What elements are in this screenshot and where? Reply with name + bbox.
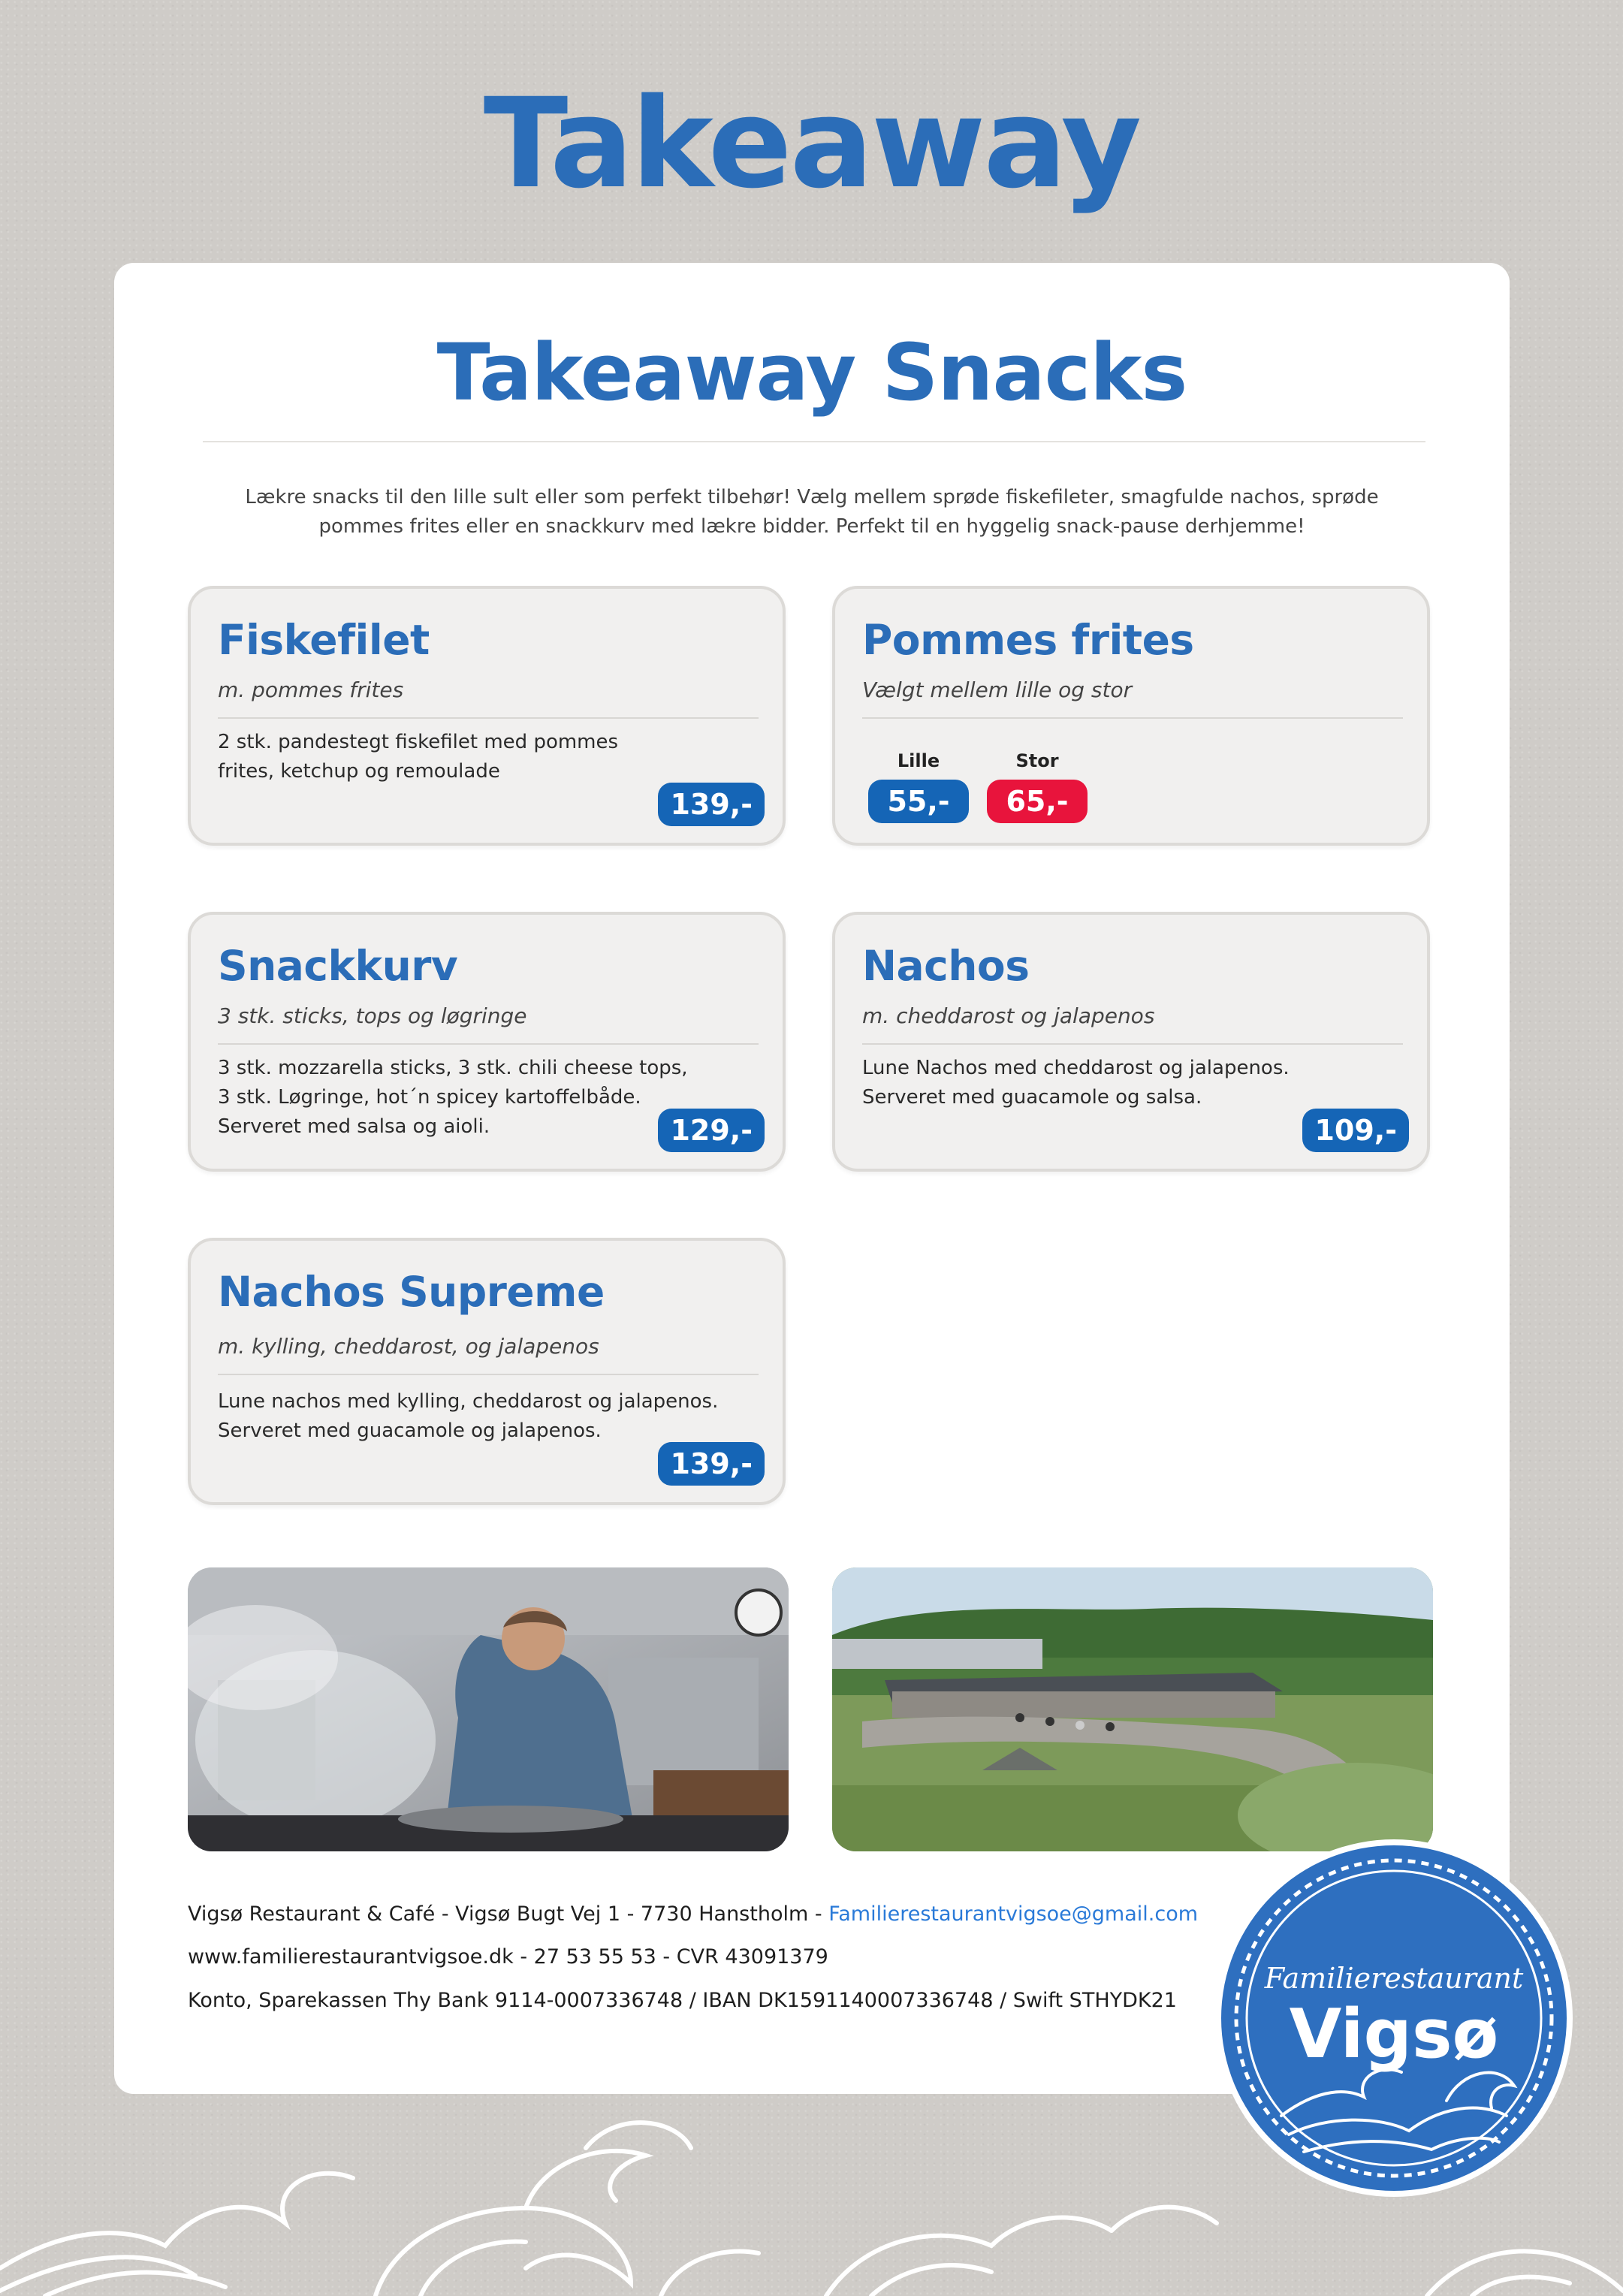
price-badge-lille: 55,- bbox=[868, 780, 969, 823]
footer-address bbox=[188, 1902, 1198, 1926]
price-badge: 129,- bbox=[658, 1109, 765, 1152]
card-title: Nachos bbox=[862, 942, 1030, 990]
price-badge: 139,- bbox=[658, 1442, 765, 1486]
description-line: Lune Nachos med cheddarost og jalapenos. bbox=[862, 1057, 1290, 1079]
card-description bbox=[862, 1054, 1382, 1112]
size-label-lille: Lille bbox=[897, 750, 940, 771]
menu-card-nachos-supreme bbox=[188, 1238, 786, 1505]
price-badge: 109,- bbox=[1302, 1109, 1409, 1152]
restaurant-photo bbox=[832, 1567, 1433, 1851]
description-line: Serveret med guacamole og salsa. bbox=[862, 1086, 1202, 1109]
card-divider bbox=[218, 717, 759, 719]
section-title: Takeaway Snacks bbox=[436, 327, 1187, 418]
logo-name: Vigsø bbox=[1289, 1995, 1499, 2074]
description-line: Lune nachos med kylling, cheddarost og jalapenos. bbox=[218, 1390, 719, 1413]
logo-top-text: Familierestaurant bbox=[1264, 1962, 1524, 1995]
card-subtitle: Vælgt mellem lille og stor bbox=[862, 677, 1133, 702]
card-subtitle: m. kylling, cheddarost, og jalapenos bbox=[218, 1334, 599, 1359]
footer-bank: Konto, Sparekassen Thy Bank 9114-0007336748 / IBAN DK1591140007336748 / Swift STHYDK21 bbox=[188, 1989, 1177, 2012]
card-description bbox=[218, 1387, 738, 1446]
card-divider bbox=[862, 1043, 1403, 1045]
page-title: Takeaway bbox=[483, 71, 1140, 216]
menu-card-fiskefilet bbox=[188, 586, 786, 846]
chef-cooking-image bbox=[188, 1567, 789, 1851]
vigso-logo bbox=[1214, 1838, 1574, 2198]
card-subtitle: 3 stk. sticks, tops og løgringe bbox=[218, 1003, 527, 1028]
card-divider bbox=[218, 1043, 759, 1045]
description-line: Serveret med guacamole og jalapenos. bbox=[218, 1420, 602, 1442]
email-link[interactable]: Familierestaurantvigsoe@gmail.com bbox=[828, 1902, 1199, 1926]
price-badge: 139,- bbox=[658, 783, 765, 826]
card-title: Fiskefilet bbox=[218, 616, 430, 664]
address-text: Vigsø Restaurant & Café - Vigsø Bugt Vej 1 - 7730 Hanstholm - bbox=[188, 1902, 829, 1926]
menu-sheet bbox=[114, 263, 1510, 2094]
title-divider bbox=[203, 441, 1425, 442]
section-intro: Lækre snacks til den lille sult eller som perfekt tilbehør! Vælg mellem sprøde fiskefileter, smagfulde nachos, sprøde pommes frites eller en snackkurv med lækre bidder. Perfekt til en hyggelig snack-pause derhjemme! bbox=[245, 486, 1379, 538]
card-title: Snackkurv bbox=[218, 942, 458, 990]
price-badge-stor: 65,- bbox=[987, 780, 1088, 823]
description-line: 3 stk. Løgringe, hot´n spicey kartoffelbåde. bbox=[218, 1086, 641, 1109]
card-title: Nachos Supreme bbox=[218, 1268, 605, 1316]
menu-card-nachos bbox=[832, 912, 1430, 1172]
card-divider bbox=[862, 717, 1403, 719]
footer-contact: www.familierestaurantvigsoe.dk - 27 53 55 53 - CVR 43091379 bbox=[188, 1945, 828, 1969]
card-title: Pommes frites bbox=[862, 616, 1194, 664]
menu-card-pommes-frites bbox=[832, 586, 1430, 846]
menu-card-snackkurv bbox=[188, 912, 786, 1172]
restaurant-exterior-image bbox=[832, 1567, 1433, 1851]
card-description: 2 stk. pandestegt fiskefilet med pommes frites, ketchup og remoulade bbox=[218, 731, 619, 783]
size-label-stor: Stor bbox=[1015, 750, 1059, 771]
kitchen-photo bbox=[188, 1567, 789, 1851]
description-line: 3 stk. mozzarella sticks, 3 stk. chili cheese tops, bbox=[218, 1057, 688, 1079]
card-subtitle: m. cheddarost og jalapenos bbox=[862, 1003, 1155, 1028]
description-line: Serveret med salsa og aioli. bbox=[218, 1115, 490, 1138]
card-subtitle: m. pommes frites bbox=[218, 677, 404, 702]
card-divider bbox=[218, 1374, 759, 1375]
